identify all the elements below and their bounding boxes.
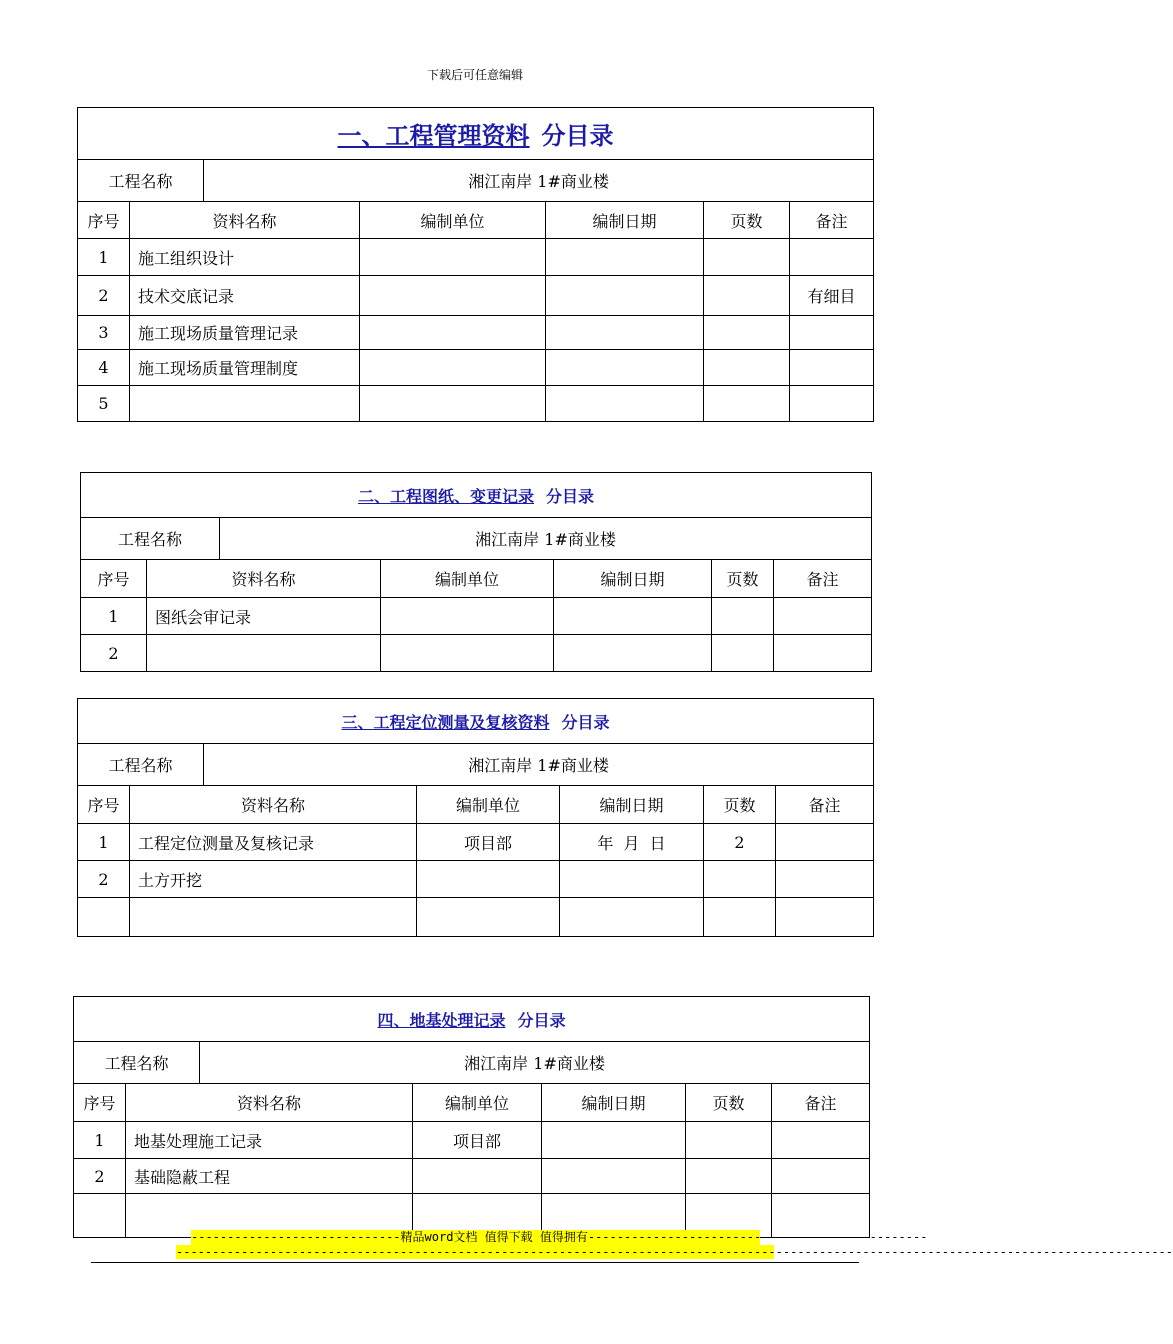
cell-pages (704, 276, 790, 316)
project-label: 工程名称 (78, 160, 204, 202)
cell-unit (417, 861, 560, 898)
column-header: 页数 (704, 202, 790, 239)
cell-doc-name: 图纸会审记录 (147, 598, 381, 635)
column-header: 备注 (774, 560, 872, 598)
cell-doc-name: 施工现场质量管理制度 (130, 350, 360, 386)
table-row (78, 350, 874, 386)
column-header: 资料名称 (130, 786, 417, 824)
footer-watermark-line-2: ------------------------------------------------------------------------------------------------------------------------------------------ (176, 1245, 1173, 1259)
cell-doc-name: 工程定位测量及复核记录 (130, 824, 417, 861)
cell-date (546, 239, 704, 276)
cell-pages (704, 316, 790, 350)
column-header: 页数 (712, 560, 774, 598)
cell-index: 4 (78, 350, 130, 386)
cell-date (542, 1159, 686, 1194)
project-label: 工程名称 (74, 1042, 200, 1084)
table-row (74, 1159, 870, 1194)
cell-doc-name: 基础隐蔽工程 (126, 1159, 413, 1194)
cell-index: 2 (81, 635, 147, 672)
project-name: 湘江南岸 1#商业楼 (204, 744, 874, 786)
column-header: 页数 (686, 1084, 772, 1122)
cell-unit (413, 1159, 542, 1194)
table-row (78, 386, 874, 422)
column-header: 资料名称 (130, 202, 360, 239)
cell-pages (704, 861, 776, 898)
table-title-text: 四、地基处理记录 (377, 1010, 506, 1030)
cell-unit (360, 350, 546, 386)
cell-unit (360, 386, 546, 422)
cell-pages (704, 898, 776, 937)
cell-index: 2 (78, 861, 130, 898)
cell-index: 1 (81, 598, 147, 635)
cell-remark (774, 635, 872, 672)
cell-unit: 项目部 (413, 1122, 542, 1159)
cell-remark (776, 861, 874, 898)
cell-doc-name: 施工现场质量管理记录 (130, 316, 360, 350)
table-row (78, 239, 874, 276)
table-row (78, 861, 874, 898)
cell-unit (381, 598, 554, 635)
table-row (78, 276, 874, 316)
cell-remark (790, 316, 874, 350)
catalog-table-4 (73, 996, 870, 1238)
cell-unit (360, 316, 546, 350)
table-title (81, 473, 872, 518)
cell-doc-name: 土方开挖 (130, 861, 417, 898)
cell-index (78, 898, 130, 937)
cell-remark (790, 239, 874, 276)
cell-date (560, 861, 704, 898)
column-header: 资料名称 (147, 560, 381, 598)
column-header: 备注 (790, 202, 874, 239)
cell-unit: 项目部 (417, 824, 560, 861)
cell-date (546, 386, 704, 422)
column-header: 备注 (772, 1084, 870, 1122)
table-title (74, 997, 870, 1042)
table-title-suffix: 分目录 (517, 1010, 566, 1030)
column-header: 备注 (776, 786, 874, 824)
cell-pages (712, 598, 774, 635)
project-label: 工程名称 (81, 518, 220, 560)
column-header: 序号 (78, 786, 130, 824)
cell-pages (686, 1122, 772, 1159)
cell-index: 2 (74, 1159, 126, 1194)
cell-date (546, 316, 704, 350)
column-header: 序号 (81, 560, 147, 598)
cell-unit (360, 276, 546, 316)
table-row (81, 635, 872, 672)
table-title-suffix: 分目录 (546, 486, 595, 506)
table-row (78, 316, 874, 350)
cell-remark (790, 350, 874, 386)
cell-doc-name (130, 386, 360, 422)
column-header: 编制单位 (381, 560, 554, 598)
cell-remark (776, 824, 874, 861)
cell-date (554, 598, 712, 635)
cell-index (74, 1194, 126, 1238)
cell-date (546, 350, 704, 386)
cell-pages (704, 386, 790, 422)
project-name: 湘江南岸 1#商业楼 (204, 160, 874, 202)
column-header: 编制单位 (413, 1084, 542, 1122)
project-label: 工程名称 (78, 744, 204, 786)
table-title-text: 一、工程管理资料 (337, 121, 530, 150)
cell-index: 1 (74, 1122, 126, 1159)
cell-remark (790, 386, 874, 422)
column-header: 编制日期 (546, 202, 704, 239)
table-row (81, 598, 872, 635)
cell-unit (360, 239, 546, 276)
cell-doc-name: 施工组织设计 (130, 239, 360, 276)
cell-unit (417, 898, 560, 937)
header-note: 下载后可任意编辑 (426, 68, 523, 82)
project-name: 湘江南岸 1#商业楼 (200, 1042, 870, 1084)
table-row (78, 824, 874, 861)
table-title-text: 三、工程定位测量及复核资料 (341, 712, 550, 732)
table-row (74, 1122, 870, 1159)
cell-index: 3 (78, 316, 130, 350)
cell-pages (712, 635, 774, 672)
table-title-suffix: 分目录 (541, 121, 614, 150)
column-header: 编制日期 (554, 560, 712, 598)
cell-date (560, 898, 704, 937)
cell-pages (704, 239, 790, 276)
cell-remark (774, 598, 872, 635)
cell-index: 2 (78, 276, 130, 316)
cell-unit (381, 635, 554, 672)
cell-index: 1 (78, 824, 130, 861)
project-name: 湘江南岸 1#商业楼 (220, 518, 872, 560)
cell-date (542, 1122, 686, 1159)
table-row (78, 898, 874, 937)
cell-remark (772, 1122, 870, 1159)
cell-index: 1 (78, 239, 130, 276)
column-header: 编制日期 (560, 786, 704, 824)
catalog-table-3 (77, 698, 874, 937)
cell-date (554, 635, 712, 672)
column-header: 资料名称 (126, 1084, 413, 1122)
catalog-table-2 (80, 472, 872, 672)
column-header: 编制日期 (542, 1084, 686, 1122)
column-header: 序号 (74, 1084, 126, 1122)
catalog-table-1 (77, 107, 874, 422)
table-title (78, 699, 874, 744)
table-title-suffix: 分目录 (561, 712, 610, 732)
cell-date: 年 月 日 (560, 824, 704, 861)
cell-index: 5 (78, 386, 130, 422)
footer-watermark-line-1: -----------------------------精品word文档 值得下载 值得拥有----------------------------------------------- (191, 1230, 928, 1244)
cell-remark (772, 1159, 870, 1194)
cell-remark (776, 898, 874, 937)
cell-doc-name (130, 898, 417, 937)
table-title-text: 二、工程图纸、变更记录 (358, 486, 535, 506)
cell-remark: 有细目 (790, 276, 874, 316)
cell-pages: 2 (704, 824, 776, 861)
cell-pages (686, 1159, 772, 1194)
column-header: 页数 (704, 786, 776, 824)
cell-pages (704, 350, 790, 386)
column-header: 编制单位 (360, 202, 546, 239)
table-title (78, 108, 874, 160)
cell-doc-name: 技术交底记录 (130, 276, 360, 316)
cell-date (546, 276, 704, 316)
cell-doc-name: 地基处理施工记录 (126, 1122, 413, 1159)
footer-divider (91, 1262, 859, 1263)
cell-doc-name (147, 635, 381, 672)
column-header: 序号 (78, 202, 130, 239)
column-header: 编制单位 (417, 786, 560, 824)
